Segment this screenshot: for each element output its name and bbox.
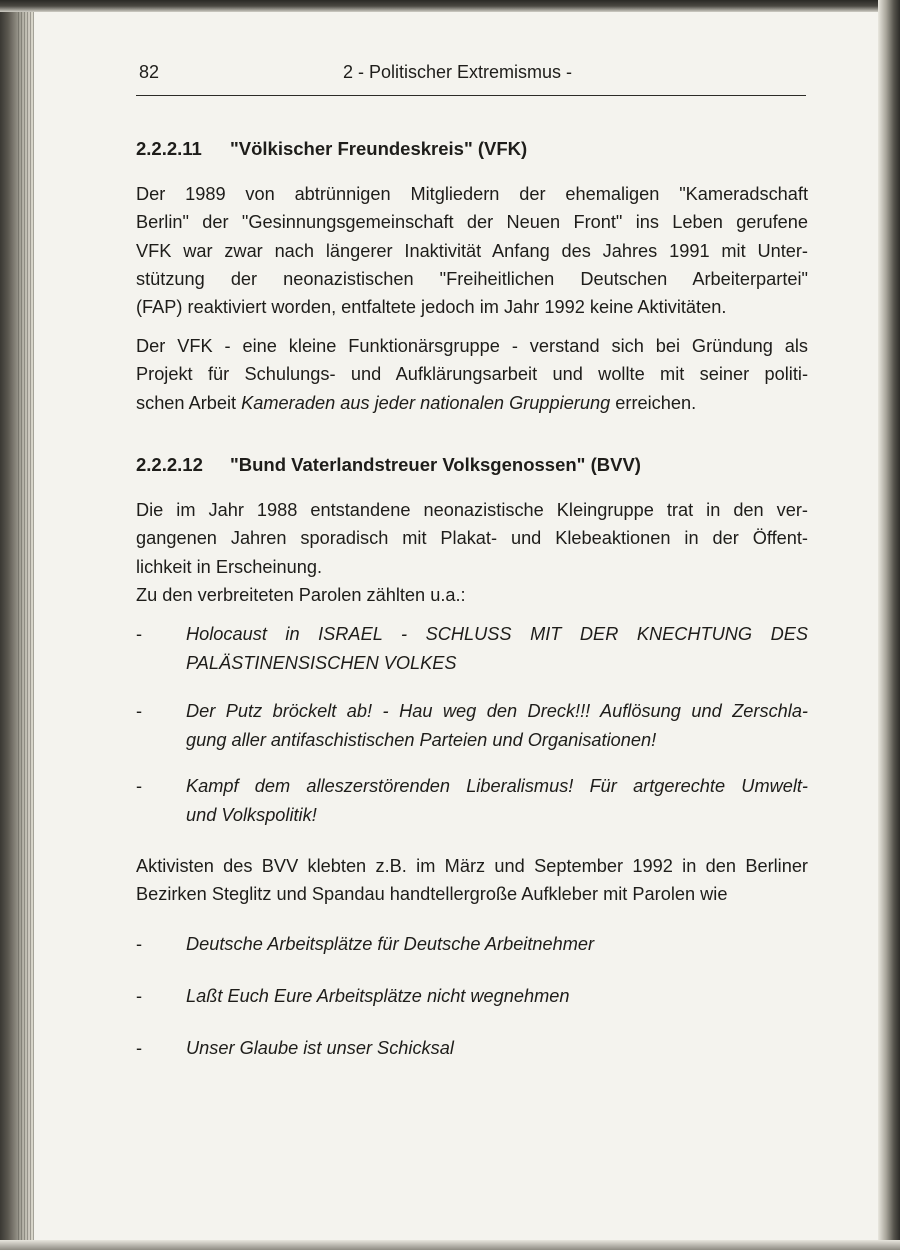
section-title: "Völkischer Freundeskreis" (VFK) — [230, 138, 528, 159]
list-dash: - — [136, 624, 143, 644]
text-line: (FAP) reaktiviert worden, entfaltete jedoch im Jahr 1992 keine Aktivitäten. — [136, 297, 727, 318]
text-line: stützung der neonazistischen "Freiheitlichen Deutschen Arbeiterpartei" — [136, 268, 808, 289]
section-number: 2.2.2.11 — [136, 138, 202, 159]
list-dash: - — [136, 986, 143, 1006]
text-line: gangenen Jahren sporadisch mit Plakat- und Klebeaktionen in der Öffent- — [136, 528, 808, 549]
text-run: erreichen. — [610, 392, 697, 413]
section-heading-bvv — [136, 452, 641, 478]
paragraph-vfk-purpose — [136, 332, 808, 417]
running-title: 2 - Politischer Extremismus - — [343, 62, 573, 82]
slogan-text — [186, 697, 808, 754]
text-line: Aktivisten des BVV klebten z.B. im März und September 1992 in den Berliner — [136, 856, 808, 876]
page-number: 82 — [139, 62, 160, 82]
paragraph-vfk-history — [136, 180, 808, 321]
header-rule — [136, 95, 806, 96]
text-line: Der VFK - eine kleine Funktionärsgruppe - verstand sich bei Gründung als — [136, 336, 808, 356]
list-dash: - — [136, 934, 143, 954]
text-line: gung aller antifaschistischen Parteien und Organisationen! — [186, 729, 657, 750]
sticker-item — [136, 1034, 808, 1064]
paragraph-bvv-stickers — [136, 852, 808, 909]
text-line: VFK war zwar nach längerer Inaktivität Anfang des Jahres 1991 mit Unter- — [136, 240, 808, 261]
sticker-text: Deutsche Arbeitsplätze für Deutsche Arbeitnehmer — [186, 934, 595, 954]
text-line: Der 1989 von abtrünnigen Mitgliedern der ehemaligen "Kameradschaft — [136, 184, 808, 204]
scan-bottom-edge — [0, 1240, 900, 1250]
sticker-item — [136, 982, 808, 1012]
slogan-item — [136, 772, 808, 832]
section-title: "Bund Vaterlandstreuer Volksgenossen" (BVV) — [230, 454, 641, 475]
text-line: PALÄSTINENSISCHEN VOLKES — [186, 652, 457, 673]
section-number: 2.2.2.12 — [136, 454, 203, 475]
scan-top-edge — [0, 0, 900, 12]
text-run: schen Arbeit — [136, 392, 242, 413]
text-line: lichkeit in Erscheinung. — [136, 556, 323, 577]
slogan-text — [186, 620, 808, 677]
sticker-item — [136, 930, 808, 960]
italic-quote: Kameraden aus jeder nationalen Gruppierung — [241, 392, 611, 413]
text-line: Kampf dem alleszerstörenden Liberalismus! Für artgerechte Umwelt- — [186, 776, 808, 796]
text-line: Holocaust in ISRAEL - SCHLUSS MIT DER KNECHTUNG DES — [186, 624, 808, 644]
paragraph-bvv-history — [136, 496, 808, 609]
sticker-text: Unser Glaube ist unser Schicksal — [186, 1038, 454, 1058]
text-line: Berlin" der "Gesinnungsgemeinschaft der Neuen Front" ins Leben gerufene — [136, 212, 808, 233]
slogan-item — [136, 620, 808, 680]
list-dash: - — [136, 1038, 143, 1058]
sticker-text: Laßt Euch Eure Arbeitsplätze nicht wegnehmen — [186, 986, 570, 1006]
text-line: Die im Jahr 1988 entstandene neonazistische Kleingruppe trat in den ver- — [136, 500, 808, 520]
text-line: Zu den verbreiteten Parolen zählten u.a.: — [136, 584, 466, 605]
list-dash: - — [136, 776, 143, 796]
text-line: Projekt für Schulungs- und Aufklärungsarbeit und wollte mit seiner politi- — [136, 364, 808, 385]
scan-right-edge — [878, 0, 900, 1250]
text-line: und Volkspolitik! — [186, 804, 317, 825]
text-line — [136, 389, 808, 417]
text-line: Bezirken Steglitz und Spandau handtellergroße Aufkleber mit Parolen wie — [136, 884, 728, 905]
list-dash: - — [136, 701, 143, 721]
text-line: Der Putz bröckelt ab! - Hau weg den Dreck!!! Auflösung und Zerschla- — [186, 701, 808, 721]
section-heading-vfk — [136, 136, 527, 162]
slogan-text — [186, 772, 808, 829]
slogan-item — [136, 697, 808, 757]
page-stack-lines — [18, 0, 34, 1250]
